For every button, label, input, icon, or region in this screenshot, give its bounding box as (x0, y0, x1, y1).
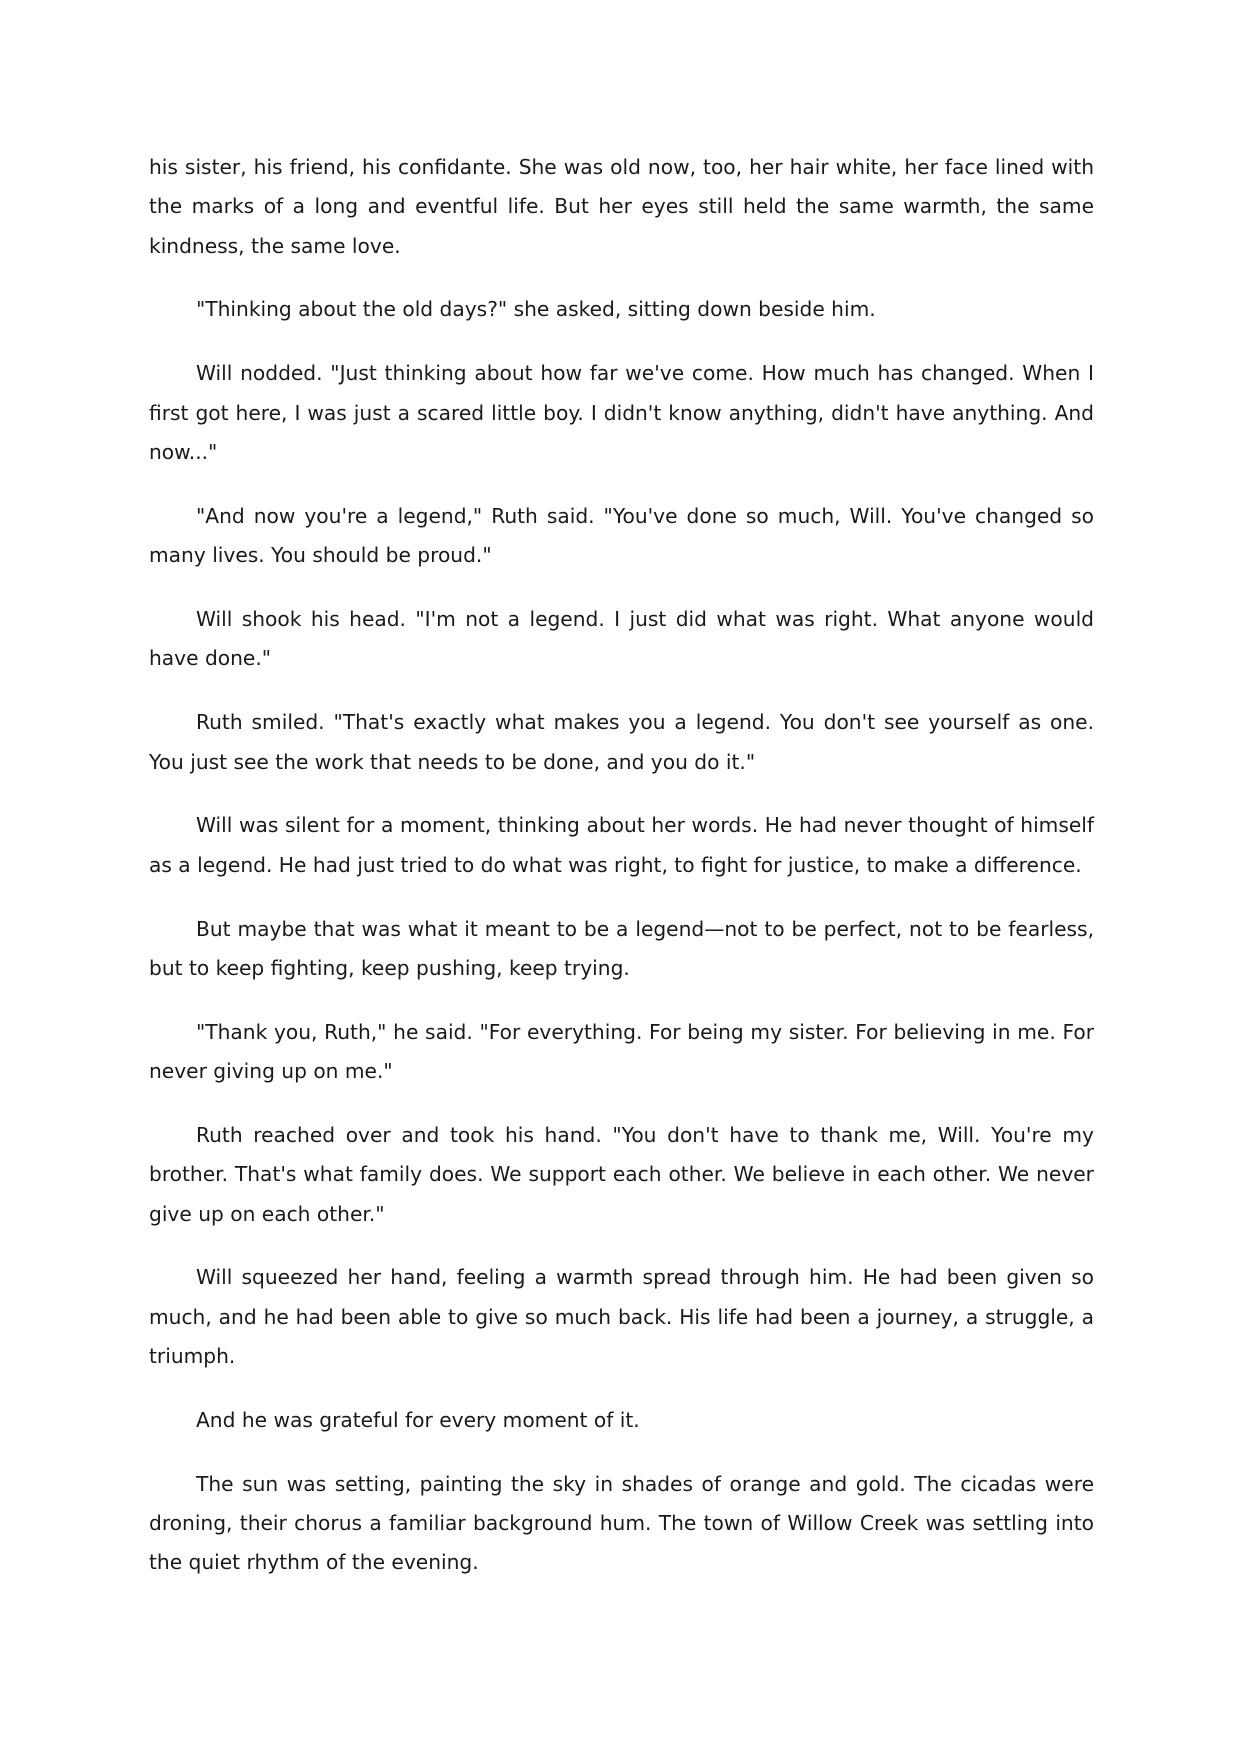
paragraph-6: Ruth smiled. "That's exactly what makes you a legend. You don't see yourself as one. You just see the work that needs to be done, and you do it." (149, 710, 1094, 774)
paragraph-2: "Thinking about the old days?" she asked, sitting down beside him. (196, 297, 876, 322)
paragraph-3: Will nodded. "Just thinking about how far we've come. How much has changed. When I first got here, I was just a scared little boy. I didn't know anything, didn't have anything. And now..." (149, 361, 1094, 464)
paragraph-4: "And now you're a legend," Ruth said. "You've done so much, Will. You've changed so many lives. You should be proud." (149, 503, 1094, 568)
paragraph-7: Will was silent for a moment, thinking about her words. He had never thought of himself as a legend. He had just tried to do what was right, to fight for justice, to make a difference. (149, 813, 1094, 877)
paragraph-9: "Thank you, Ruth," he said. "For everything. For being my sister. For believing in me. For never giving up on me." (149, 1019, 1094, 1084)
paragraph-10: Ruth reached over and took his hand. "You don't have to thank me, Will. You're my brother. That's what family does. We support each other. We believe in each other. We never give up on each other." (149, 1122, 1094, 1226)
paragraph-13: The sun was setting, painting the sky in shades of orange and gold. The cicadas were droning, their chorus a familiar background hum. The town of Willow Creek was settling into the quiet rhythm of the evening. (149, 1471, 1094, 1575)
paragraph-1: his sister, his friend, his confidante. She was old now, too, her hair white, her face lined with the marks of a long and eventful life. But her eyes still held the same warmth, the same kindness, the same love. (149, 155, 1094, 258)
paragraph-5: Will shook his head. "I'm not a legend. I just did what was right. What anyone would have done." (149, 607, 1094, 671)
paragraph-12: And he was grateful for every moment of it. (196, 1407, 640, 1432)
paragraph-8: But maybe that was what it meant to be a legend—not to be perfect, not to be fearless, but to keep fighting, keep pushing, keep trying. (149, 916, 1094, 980)
paragraph-11: Will squeezed her hand, feeling a warmth spread through him. He had been given so much, and he had been able to give so much back. His life had been a journey, a struggle, a triumph. (149, 1265, 1094, 1369)
document-page (149, 148, 1094, 1583)
